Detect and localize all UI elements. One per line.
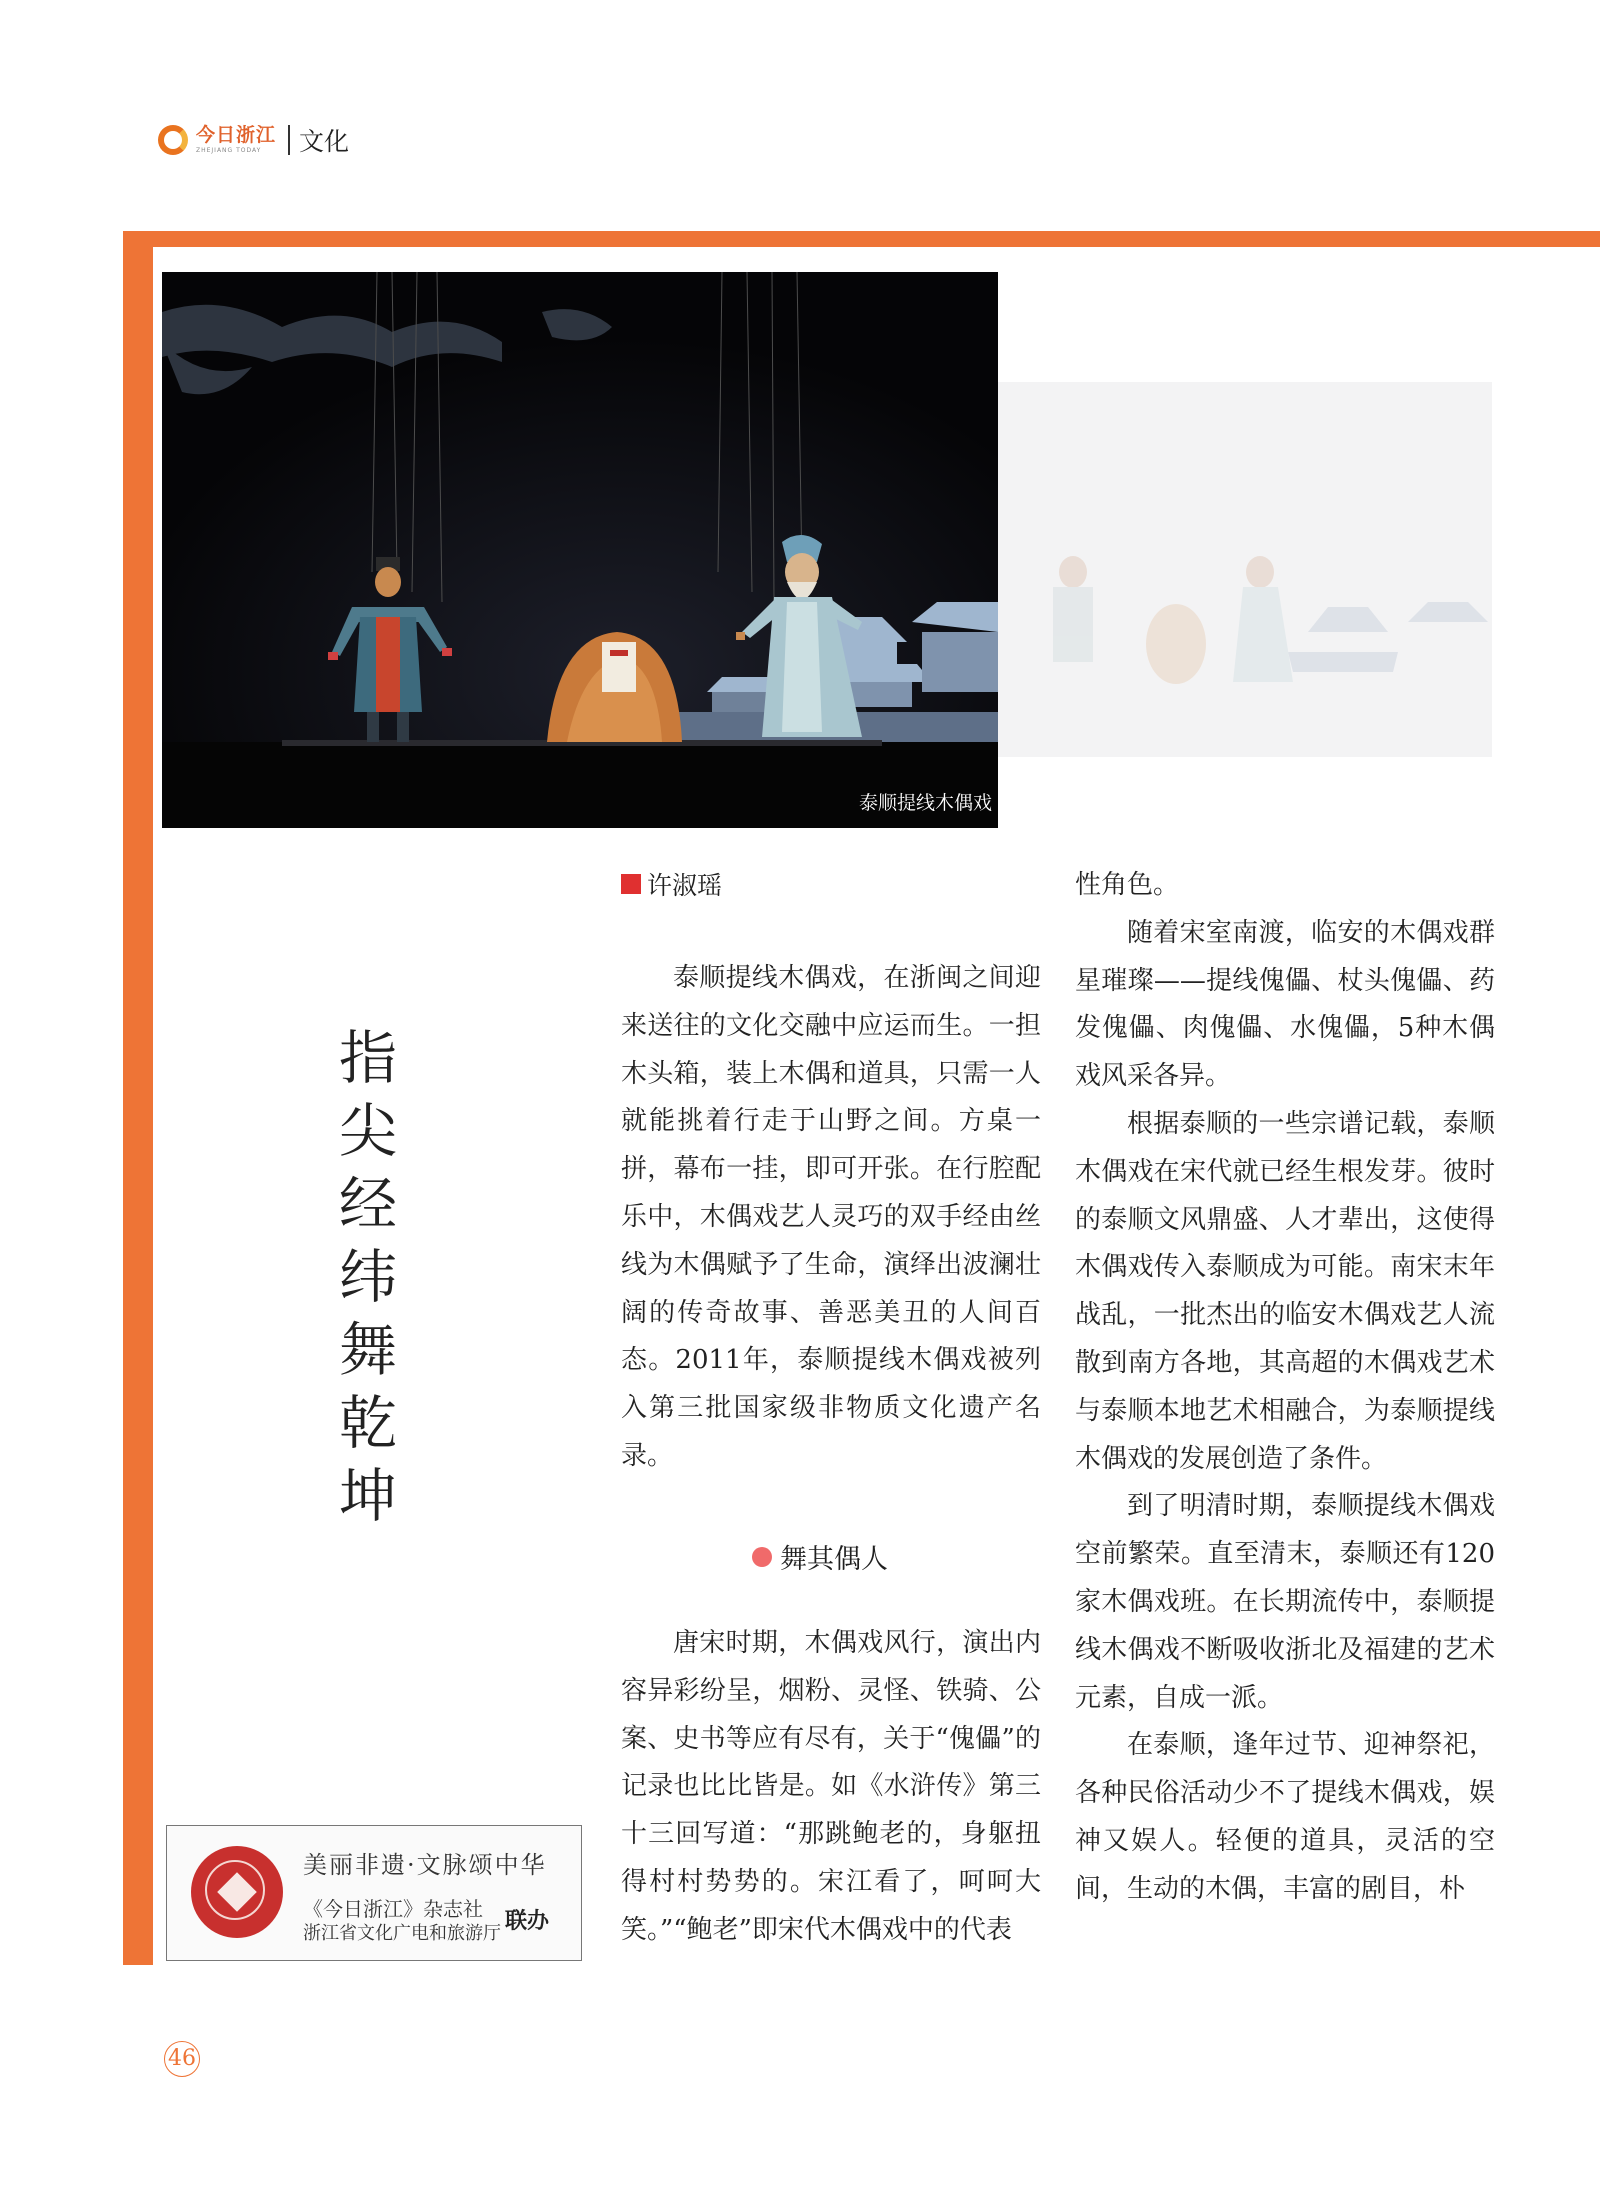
subheading-text: 舞其偶人 bbox=[780, 1544, 888, 1575]
paragraph: 在泰顺，逢年过节、迎神祭祀，各种民俗活动少不了提线木偶戏，娱神又娱人。轻便的道具，灵活的空间，生动的木偶，丰富的剧目，朴 bbox=[1075, 1730, 1495, 1904]
faded-photo bbox=[998, 382, 1492, 757]
masthead bbox=[158, 120, 349, 160]
paragraph-continuation: 性角色。 bbox=[1075, 870, 1180, 900]
article-title bbox=[328, 1022, 408, 1533]
frame-top-bar bbox=[123, 231, 1600, 247]
title-char: 坤 bbox=[338, 1462, 397, 1530]
subheading-dot-icon bbox=[752, 1547, 772, 1567]
badge-organizer-2: 浙江省文化广电和旅游厅 bbox=[303, 1923, 501, 1944]
title-char: 尖 bbox=[338, 1097, 397, 1165]
section-label: 文化 bbox=[299, 127, 350, 156]
badge-slogan: 美丽非遗·文脉颂中华 bbox=[303, 1851, 547, 1879]
logo-text-en: ZHEJIANG TODAY bbox=[196, 147, 262, 154]
title-char: 乾 bbox=[338, 1389, 397, 1457]
paragraph: 唐宋时期，木偶戏风行，演出内容异彩纷呈，烟粉、灵怪、铁骑、公案、史书等应有尽有，关于“傀儡”的记录也比比皆是。如《水浒传》第三十三回写道：“那跳鲍老的，身躯扭得村村势势的。宋江看了，呵呵大笑。”“鲍老”即宋代木偶戏中的代表 bbox=[621, 1628, 1041, 1945]
page-number: 46 bbox=[164, 2041, 200, 2077]
title-char: 纬 bbox=[338, 1243, 397, 1311]
paragraph: 随着宋室南渡，临安的木偶戏群星璀璨——提线傀儡、杖头傀儡、药发傀儡、肉傀儡、水傀儡，5种木偶戏风采各异。 bbox=[1075, 917, 1495, 1092]
title-char: 指 bbox=[338, 1024, 397, 1092]
column-1-bottom bbox=[621, 1620, 1041, 1955]
logo-text-cn: 今日浙江 bbox=[196, 124, 277, 146]
title-char: 舞 bbox=[338, 1316, 397, 1384]
frame-left-bar bbox=[123, 231, 153, 1965]
logo-icon bbox=[158, 125, 188, 155]
puppet-show-photo bbox=[162, 272, 998, 828]
badge-organizer-1: 《今日浙江》杂志社 bbox=[303, 1897, 483, 1921]
title-char: 经 bbox=[338, 1170, 397, 1238]
byline-square-icon bbox=[621, 874, 641, 894]
photo-caption: 泰顺提线木偶戏 bbox=[858, 792, 992, 814]
header-divider bbox=[288, 125, 290, 155]
logo bbox=[196, 126, 276, 154]
paragraph: 根据泰顺的一些宗谱记载，泰顺木偶戏在宋代就已经生根发芽。彼时的泰顺文风鼎盛、人才辈出，这使得木偶戏传入泰顺成为可能。南宋末年战乱，一批杰出的临安木偶戏艺人流散到南方各地，其高超的木偶戏艺术与泰顺本地艺术相融合，为泰顺提线木偶戏的发展创造了条件。 bbox=[1075, 1108, 1495, 1474]
badge-joint-label: 联办 bbox=[505, 1908, 550, 1934]
author-name: 许淑瑶 bbox=[647, 871, 723, 900]
paragraph-intro: 泰顺提线木偶戏，在浙闽之间迎来送往的文化交融中应运而生。一担木头箱，装上木偶和道具，只需一人就能挑着行走于山野之间。方桌一拼，幕布一挂，即可开张。在行腔配乐中，木偶戏艺人灵巧的双手经由丝线为木偶赋予了生命，演绎出波澜壮阔的传奇故事、善恶美丑的人间百态。2011年，泰顺提线木偶戏被列入第三批国家级非物质文化遗产名录。 bbox=[621, 963, 1041, 1471]
author-byline bbox=[621, 866, 722, 902]
heritage-seal-icon bbox=[191, 1846, 283, 1938]
column-1-top bbox=[621, 955, 1041, 1481]
subheading bbox=[752, 1537, 888, 1576]
paragraph: 到了明清时期，泰顺提线木偶戏空前繁荣。直至清末，泰顺还有120家木偶戏班。在长期流传中，泰顺提线木偶戏不断吸收浙北及福建的艺术元素，自成一派。 bbox=[1075, 1491, 1495, 1713]
column-2 bbox=[1075, 862, 1495, 1914]
co-organizer-badge bbox=[166, 1825, 582, 1961]
